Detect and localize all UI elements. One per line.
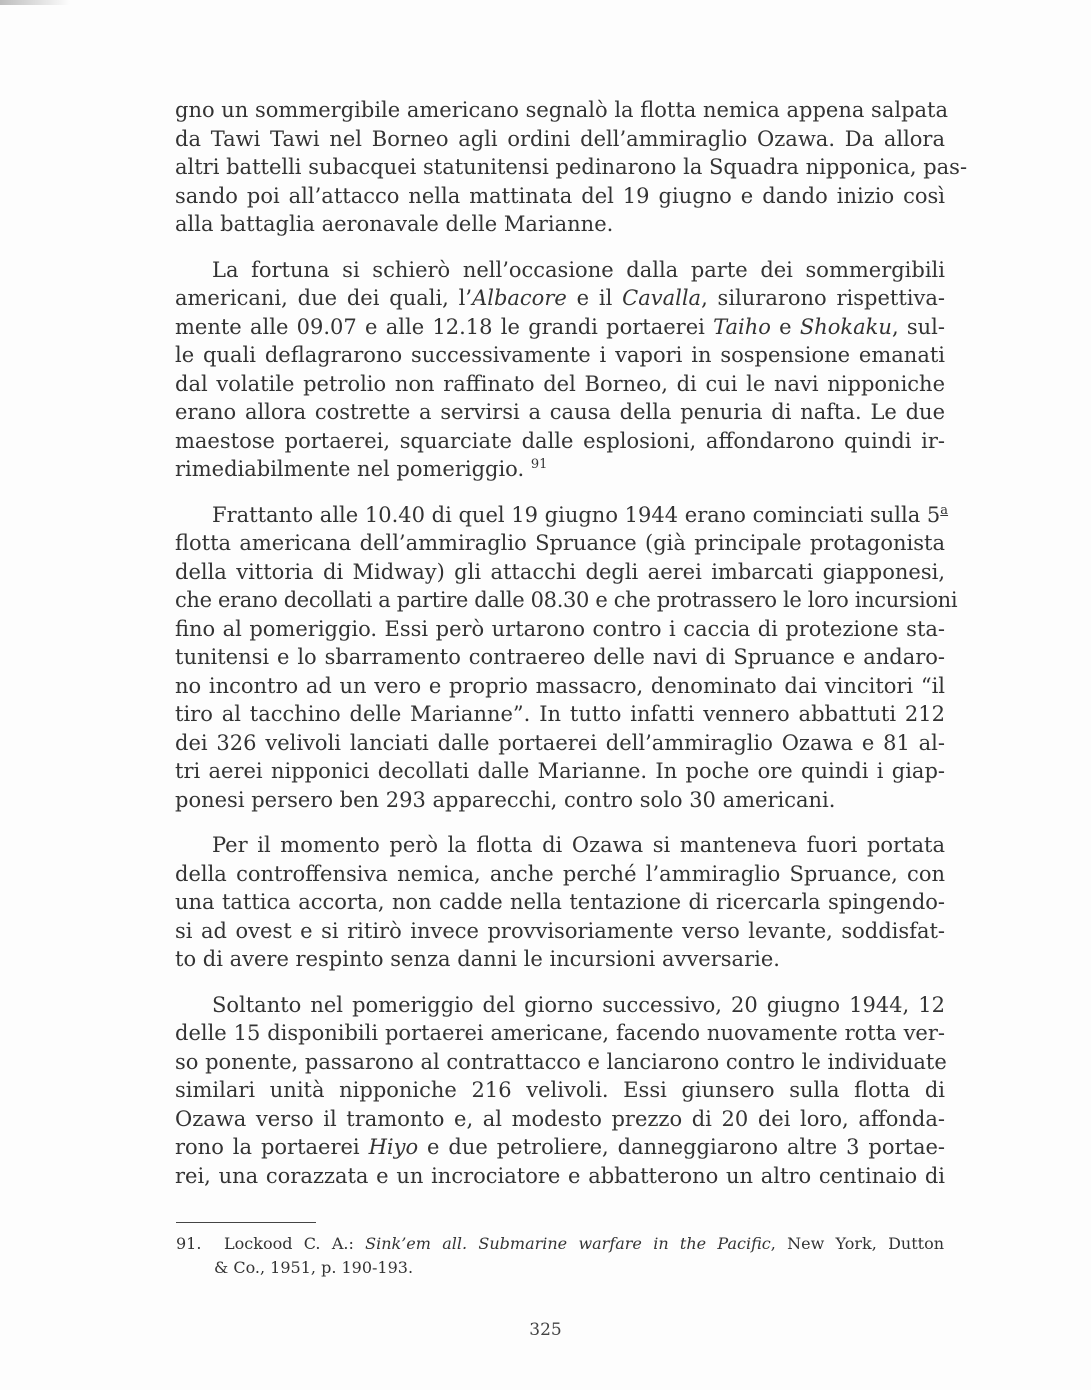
text-line: maestose portaerei, squarciate dalle esplosioni, affondarono quindi ir- xyxy=(175,428,945,453)
text-line: delle 15 disponibili portaerei americane, facendo nuovamente rotta ver- xyxy=(175,1021,945,1045)
text-line: dal volatile petrolio non raffinato del Borneo, di cui le navi nipponiche xyxy=(175,371,945,396)
text-line xyxy=(175,284,945,313)
text-run: e due petroliere, danneggiarono altre 3 portae- xyxy=(418,1135,945,1159)
ship-name: Hiyo xyxy=(368,1135,419,1159)
text-line: La fortuna si schierò nell’occasione dalla parte dei sommergibili xyxy=(212,257,945,282)
text-line: flotta americana dell’ammiraglio Spruance (già principale protagonista xyxy=(175,531,945,555)
text-run: e il xyxy=(566,286,623,310)
text-line: so ponente, passarono al contrattacco e lanciarono contro le individuate xyxy=(175,1049,947,1074)
paragraph xyxy=(175,831,945,974)
text-line: tri aerei nipponici decollati dalle Marianne. In poche ore quindi i giap- xyxy=(175,759,945,783)
text-line: Per il momento però la flotta di Ozawa si manteneva fuori portata xyxy=(212,833,945,857)
text-run: rimediabilmente nel pomeriggio. xyxy=(175,457,531,481)
text-run: , silurarono rispettiva- xyxy=(701,286,945,310)
footnote-line xyxy=(176,1256,944,1280)
paragraph xyxy=(175,96,968,239)
text-line: altri battelli subacquei statunitensi pedinarono la Squadra nipponica, pas- xyxy=(175,155,968,179)
text-line: tunitensi e lo sbarramento contraereo delle navi di Spruance e andaro- xyxy=(175,645,945,669)
text-line xyxy=(175,455,945,484)
ship-name: Cavalla xyxy=(622,286,702,310)
text-line: Soltanto nel pomeriggio del giorno successivo, 20 giugno 1944, 12 xyxy=(212,992,945,1017)
text-line: Ozawa verso il tramonto e, al modesto prezzo di 20 dei loro, affonda- xyxy=(175,1106,945,1131)
text-line: rei, una corazzata e un incrociatore e abbatterono un altro centinaio di xyxy=(175,1163,945,1188)
ordinal-superscript: a xyxy=(940,502,949,518)
text-line: erano allora costrette a servirsi a causa della penuria di nafta. Le due xyxy=(175,400,945,424)
text-run: mente alle 09.07 e alle 12.18 le grandi portaerei xyxy=(175,314,714,339)
text-line: una tattica accorta, non cadde nella tentazione di ricercarla spingendo- xyxy=(175,890,945,914)
text-line: gno un sommergibile americano segnalò la flotta nemica appena salpata xyxy=(175,98,948,122)
page-number: 325 xyxy=(529,1320,562,1340)
footnote-title: Sink’em all. Submarine warfare in the Pacific xyxy=(365,1234,771,1253)
text-run: e xyxy=(770,314,800,339)
footnote-number: 91. xyxy=(176,1234,202,1253)
text-line: alla battaglia aeronavale delle Marianne. xyxy=(175,212,614,236)
footnote-line xyxy=(176,1232,944,1256)
footnote-ref[interactable]: 91 xyxy=(530,457,548,472)
text-run: americani, due dei quali, l’ xyxy=(175,286,473,310)
footnote-separator xyxy=(176,1222,316,1223)
text-line xyxy=(175,1133,945,1162)
text-run: Frattanto alle 10.40 di quel 19 giugno 1944 erano cominciati sulla 5 xyxy=(212,502,941,527)
text-line xyxy=(175,313,945,342)
text-line: della vittoria di Midway) gli attacchi degli aerei imbarcati giapponesi, xyxy=(175,559,945,584)
text-line: no incontro ad un vero e proprio massacro, denominato dai vincitori “il xyxy=(175,673,945,698)
ship-name: Albacore xyxy=(472,286,567,310)
text-line: similari unità nipponiche 216 velivoli. Essi giunsero sulla flotta di xyxy=(175,1078,945,1102)
body-text xyxy=(175,96,968,1190)
text-run: , sul- xyxy=(891,314,945,339)
footnote-author: Lockood C. A.: xyxy=(224,1234,366,1253)
text-line: le quali deflagrarono successivamente i vapori in sospensione emanati xyxy=(175,343,945,367)
text-line: dei 326 velivoli lanciati dalle portaerei dell’ammiraglio Ozawa e 81 al- xyxy=(175,730,945,755)
ship-name: Taiho xyxy=(713,314,771,339)
footnote-publisher-cont: & Co., 1951, p. 190-193. xyxy=(214,1258,414,1277)
text-line: tiro al tacchino delle Marianne”. In tutto infatti vennero abbattuti 212 xyxy=(175,702,945,726)
text-line: fino al pomeriggio. Essi però urtarono contro i caccia di protezione sta- xyxy=(175,616,945,641)
scan-edge-shadow xyxy=(0,0,70,5)
text-line: della controffensiva nemica, anche perché l’ammiraglio Spruance, con xyxy=(175,861,945,886)
text-line: si ad ovest e si ritirò invece provvisoriamente verso levante, soddisfat- xyxy=(175,918,945,943)
footnote xyxy=(176,1232,944,1280)
text-line: da Tawi Tawi nel Borneo agli ordini dell’ammiraglio Ozawa. Da allora xyxy=(175,126,945,151)
paragraph xyxy=(175,991,945,1191)
text-line: to di avere respinto senza danni le incursioni avversarie. xyxy=(175,947,780,971)
text-line: che erano decollati a partire dalle 08.30 e che protrassero le loro incursioni xyxy=(175,588,958,612)
footnote-publisher: , New York, Dutton xyxy=(770,1234,945,1253)
text-line xyxy=(175,501,949,530)
text-run: rono la portaerei xyxy=(175,1135,369,1159)
ship-name: Shokaku xyxy=(799,314,892,339)
text-line: sando poi all’attacco nella mattinata del 19 giugno e dando inizio così xyxy=(175,183,945,208)
paragraph xyxy=(175,501,958,815)
paragraph xyxy=(175,256,945,484)
text-line: ponesi persero ben 293 apparecchi, contro solo 30 americani. xyxy=(175,787,836,812)
